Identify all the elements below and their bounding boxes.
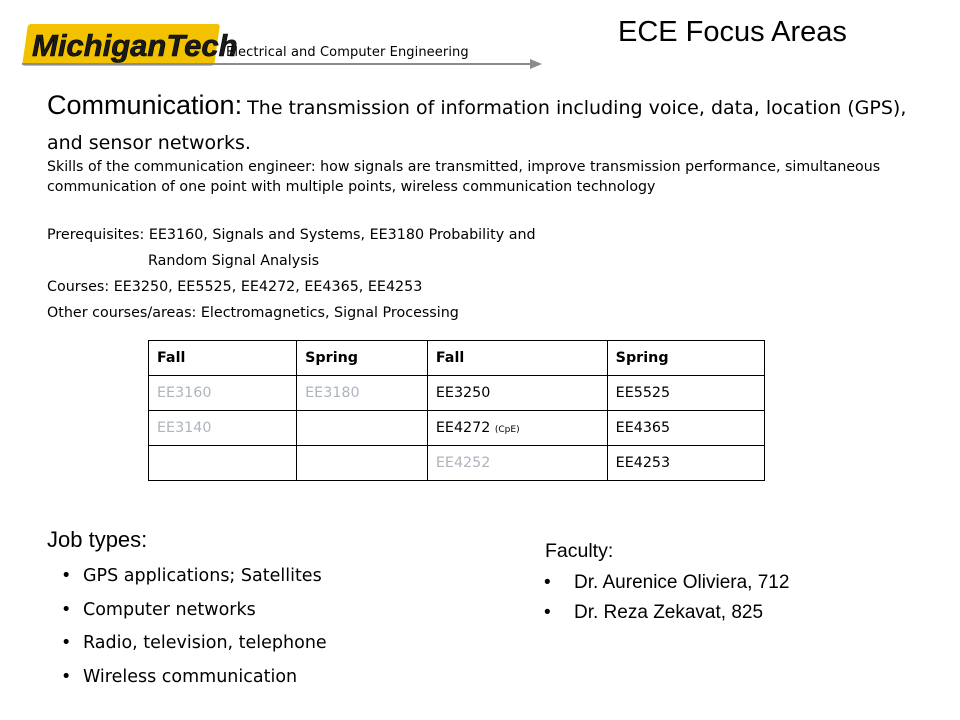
table-cell: EE3160 (149, 376, 297, 411)
table-row (149, 376, 765, 411)
table-header-cell: Spring (607, 341, 764, 376)
table-cell (297, 411, 428, 446)
bullet-icon: • (61, 666, 72, 687)
focus-area-description: The transmission of information including voice, data, location (GPS), and sensor networks. (47, 97, 907, 154)
table-cell: EE3250 (427, 376, 607, 411)
table-cell (149, 446, 297, 481)
table-cell (297, 446, 428, 481)
prerequisites-value: : EE3160, Signals and Systems, EE3180 Probability and (139, 227, 536, 243)
course-schedule-table (148, 340, 765, 481)
table-header-cell: Fall (427, 341, 607, 376)
list-item (47, 560, 327, 594)
prerequisites-line (47, 222, 667, 248)
list-item (536, 598, 789, 628)
list-item (47, 661, 327, 695)
job-type: Wireless communication (83, 666, 298, 687)
table-cell: EE4365 (607, 411, 764, 446)
bullet-icon: • (61, 633, 72, 653)
table-cell-course: EE4272 (435, 420, 491, 436)
focus-area-name: Communication: (47, 90, 243, 120)
table-cell-note: (CpE) (494, 425, 520, 435)
job-types-list (47, 560, 327, 694)
other-courses-line: Other courses/areas: Electromagnetics, Signal Processing (47, 305, 459, 321)
job-types-title: Job types: (47, 527, 148, 552)
list-item (47, 594, 327, 628)
svg-text:MichiganTech: MichiganTech (32, 28, 238, 63)
courses-value: : EE3250, EE5525, EE4272, EE4365, EE4253 (104, 279, 423, 295)
department-name: Electrical and Computer Engineering (226, 45, 469, 60)
skills-text: Skills of the communication engineer: how signals are transmitted, improve transmission performance, simultaneous communication of one point with multiple points, wireless communication technology (47, 159, 881, 195)
focus-area-headline (47, 88, 927, 161)
faculty-member: Dr. Aurenice Oliviera, 712 (574, 572, 790, 593)
table-row (149, 411, 765, 446)
table-cell: EE5525 (607, 376, 764, 411)
table-header-cell: Fall (149, 341, 297, 376)
table-row (149, 446, 765, 481)
courses-label: Courses (47, 279, 105, 295)
faculty-list (536, 568, 789, 628)
list-item (47, 627, 327, 661)
prerequisites-label: Prerequisites (47, 227, 140, 243)
bullet-icon: • (61, 599, 72, 620)
table-cell: EE4252 (427, 446, 607, 481)
courses-line (47, 274, 667, 300)
table-cell: EE3140 (149, 411, 297, 446)
bullet-icon: • (544, 572, 551, 593)
slide-title: ECE Focus Areas (618, 16, 847, 48)
table-header-cell: Spring (297, 341, 428, 376)
table-cell: EE4253 (607, 446, 764, 481)
faculty-title: Faculty: (545, 540, 614, 562)
header-arrow-line (22, 58, 542, 70)
table-cell: EE3180 (297, 376, 428, 411)
table-header-row (149, 341, 765, 376)
list-item (536, 568, 789, 598)
prerequisites-continuation: Random Signal Analysis (148, 253, 320, 269)
faculty-member: Dr. Reza Zekavat, 825 (574, 602, 764, 623)
job-type: GPS applications; Satellites (83, 566, 322, 586)
bullet-icon: • (544, 602, 551, 623)
course-info (47, 222, 667, 326)
job-type: Radio, television, telephone (83, 633, 327, 653)
bullet-icon: • (61, 566, 72, 586)
job-type: Computer networks (83, 599, 256, 620)
table-cell (427, 411, 607, 446)
